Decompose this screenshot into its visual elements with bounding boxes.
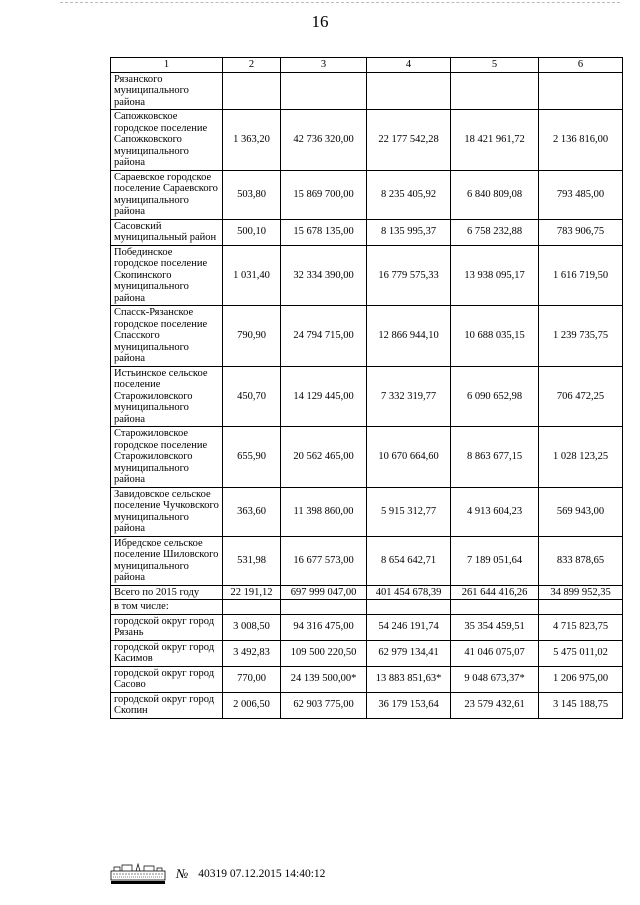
row-value-cell-6: 1 616 719,50	[539, 245, 623, 306]
row-value-cell-5: 4 913 604,23	[451, 487, 539, 536]
row-value-cell-6: 783 906,75	[539, 219, 623, 245]
row-value-cell-4	[367, 600, 451, 615]
row-name-cell: Старожиловское городское поселение Старожиловского муниципального района	[111, 427, 223, 488]
row-value-cell-3: 62 903 775,00	[281, 692, 367, 718]
row-value-cell-4: 5 915 312,77	[367, 487, 451, 536]
row-value-cell-6: 706 472,25	[539, 366, 623, 427]
row-name-cell: Рязанского муниципального района	[111, 72, 223, 110]
row-value-cell-3	[281, 600, 367, 615]
row-value-cell-2: 655,90	[223, 427, 281, 488]
row-value-cell-3: 24 794 715,00	[281, 306, 367, 367]
row-value-cell-6: 1 206 975,00	[539, 666, 623, 692]
row-name-cell: городской округ город Сасово	[111, 666, 223, 692]
row-name-cell: Истьинское сельское поселение Старожиловского муниципального района	[111, 366, 223, 427]
row-name-cell: Сапожковское городское поселение Сапожковского муниципального района	[111, 110, 223, 171]
table-body	[111, 58, 623, 719]
row-value-cell-3: 11 398 860,00	[281, 487, 367, 536]
table-row	[111, 614, 623, 640]
footer	[110, 862, 325, 886]
row-value-cell-2: 22 191,12	[223, 585, 281, 600]
row-value-cell-2: 500,10	[223, 219, 281, 245]
table-row	[111, 72, 623, 110]
table-row	[111, 219, 623, 245]
row-value-cell-5: 10 688 035,15	[451, 306, 539, 367]
table-row	[111, 366, 623, 427]
row-name-cell: Сараевское городское поселение Сараевского муниципального района	[111, 170, 223, 219]
row-value-cell-3: 15 869 700,00	[281, 170, 367, 219]
table-row	[111, 306, 623, 367]
row-value-cell-5: 7 189 051,64	[451, 536, 539, 585]
top-edge-marks	[60, 2, 620, 4]
row-value-cell-6: 2 136 816,00	[539, 110, 623, 171]
row-value-cell-3: 16 677 573,00	[281, 536, 367, 585]
footer-number-sign: №	[176, 866, 189, 881]
row-value-cell-4: 8 235 405,92	[367, 170, 451, 219]
row-value-cell-4: 7 332 319,77	[367, 366, 451, 427]
row-value-cell-4: 8 654 642,71	[367, 536, 451, 585]
row-value-cell-3: 94 316 475,00	[281, 614, 367, 640]
header-row	[111, 58, 623, 73]
table-row	[111, 110, 623, 171]
row-name-cell: Спасск-Рязанское городское поселение Спасского муниципального района	[111, 306, 223, 367]
row-value-cell-3: 109 500 220,50	[281, 640, 367, 666]
table-row	[111, 427, 623, 488]
row-value-cell-4: 401 454 678,39	[367, 585, 451, 600]
table-row	[111, 640, 623, 666]
row-value-cell-6: 5 475 011,02	[539, 640, 623, 666]
row-value-cell-3: 697 999 047,00	[281, 585, 367, 600]
row-value-cell-4: 62 979 134,41	[367, 640, 451, 666]
row-value-cell-6: 833 878,65	[539, 536, 623, 585]
row-value-cell-2: 1 031,40	[223, 245, 281, 306]
row-value-cell-5: 35 354 459,51	[451, 614, 539, 640]
row-value-cell-4: 10 670 664,60	[367, 427, 451, 488]
row-value-cell-3	[281, 72, 367, 110]
column-header-1: 1	[111, 58, 223, 73]
row-name-cell: Сасовский муниципальный район	[111, 219, 223, 245]
row-value-cell-5: 261 644 416,26	[451, 585, 539, 600]
row-value-cell-4	[367, 72, 451, 110]
row-name-cell: Ибредское сельское поселение Шиловского муниципального района	[111, 536, 223, 585]
row-value-cell-2: 3 008,50	[223, 614, 281, 640]
row-value-cell-6: 1 028 123,25	[539, 427, 623, 488]
row-value-cell-5: 6 840 809,08	[451, 170, 539, 219]
table-row	[111, 585, 623, 600]
table-row	[111, 666, 623, 692]
row-value-cell-5: 23 579 432,61	[451, 692, 539, 718]
row-value-cell-2: 1 363,20	[223, 110, 281, 171]
row-value-cell-5: 6 090 652,98	[451, 366, 539, 427]
column-header-3: 3	[281, 58, 367, 73]
row-name-cell: Завидовское сельское поселение Чучковского муниципального района	[111, 487, 223, 536]
row-name-cell: Всего по 2015 году	[111, 585, 223, 600]
row-value-cell-6: 569 943,00	[539, 487, 623, 536]
table-row	[111, 487, 623, 536]
registry-stamp-icon	[110, 863, 166, 885]
row-value-cell-4: 36 179 153,64	[367, 692, 451, 718]
table-row	[111, 536, 623, 585]
row-value-cell-5: 13 938 095,17	[451, 245, 539, 306]
row-value-cell-6: 1 239 735,75	[539, 306, 623, 367]
row-value-cell-5	[451, 600, 539, 615]
row-name-cell: городской округ город Касимов	[111, 640, 223, 666]
row-value-cell-2	[223, 72, 281, 110]
row-name-cell: Побединское городское поселение Скопинского муниципального района	[111, 245, 223, 306]
row-value-cell-5: 8 863 677,15	[451, 427, 539, 488]
footer-text: 40319 07.12.2015 14:40:12	[198, 868, 326, 880]
row-value-cell-4: 8 135 995,37	[367, 219, 451, 245]
row-value-cell-6: 3 145 188,75	[539, 692, 623, 718]
row-value-cell-3: 24 139 500,00*	[281, 666, 367, 692]
table-row	[111, 245, 623, 306]
row-name-cell: городской округ город Скопин	[111, 692, 223, 718]
row-value-cell-2: 790,90	[223, 306, 281, 367]
table-row	[111, 170, 623, 219]
page-number: 16	[311, 12, 329, 31]
row-value-cell-3: 42 736 320,00	[281, 110, 367, 171]
row-value-cell-5: 9 048 673,37*	[451, 666, 539, 692]
row-value-cell-6: 34 899 952,35	[539, 585, 623, 600]
row-value-cell-4: 12 866 944,10	[367, 306, 451, 367]
row-name-cell: городской округ город Рязань	[111, 614, 223, 640]
row-name-cell: в том числе:	[111, 600, 223, 615]
row-value-cell-2: 3 492,83	[223, 640, 281, 666]
row-value-cell-5: 18 421 961,72	[451, 110, 539, 171]
row-value-cell-5: 6 758 232,88	[451, 219, 539, 245]
table-row	[111, 692, 623, 718]
row-value-cell-5: 41 046 075,07	[451, 640, 539, 666]
column-header-4: 4	[367, 58, 451, 73]
column-header-5: 5	[451, 58, 539, 73]
row-value-cell-4: 16 779 575,33	[367, 245, 451, 306]
row-value-cell-4: 22 177 542,28	[367, 110, 451, 171]
column-header-2: 2	[223, 58, 281, 73]
row-value-cell-3: 14 129 445,00	[281, 366, 367, 427]
table-row	[111, 600, 623, 615]
row-value-cell-4: 54 246 191,74	[367, 614, 451, 640]
row-value-cell-6	[539, 72, 623, 110]
column-header-6: 6	[539, 58, 623, 73]
row-value-cell-3: 15 678 135,00	[281, 219, 367, 245]
row-value-cell-6	[539, 600, 623, 615]
data-table	[110, 57, 623, 719]
row-value-cell-2: 363,60	[223, 487, 281, 536]
row-value-cell-3: 32 334 390,00	[281, 245, 367, 306]
row-value-cell-2: 503,80	[223, 170, 281, 219]
row-value-cell-5	[451, 72, 539, 110]
row-value-cell-2: 450,70	[223, 366, 281, 427]
row-value-cell-2: 770,00	[223, 666, 281, 692]
row-value-cell-2: 2 006,50	[223, 692, 281, 718]
row-value-cell-6: 793 485,00	[539, 170, 623, 219]
row-value-cell-2: 531,98	[223, 536, 281, 585]
row-value-cell-4: 13 883 851,63*	[367, 666, 451, 692]
row-value-cell-6: 4 715 823,75	[539, 614, 623, 640]
row-value-cell-3: 20 562 465,00	[281, 427, 367, 488]
row-value-cell-2	[223, 600, 281, 615]
